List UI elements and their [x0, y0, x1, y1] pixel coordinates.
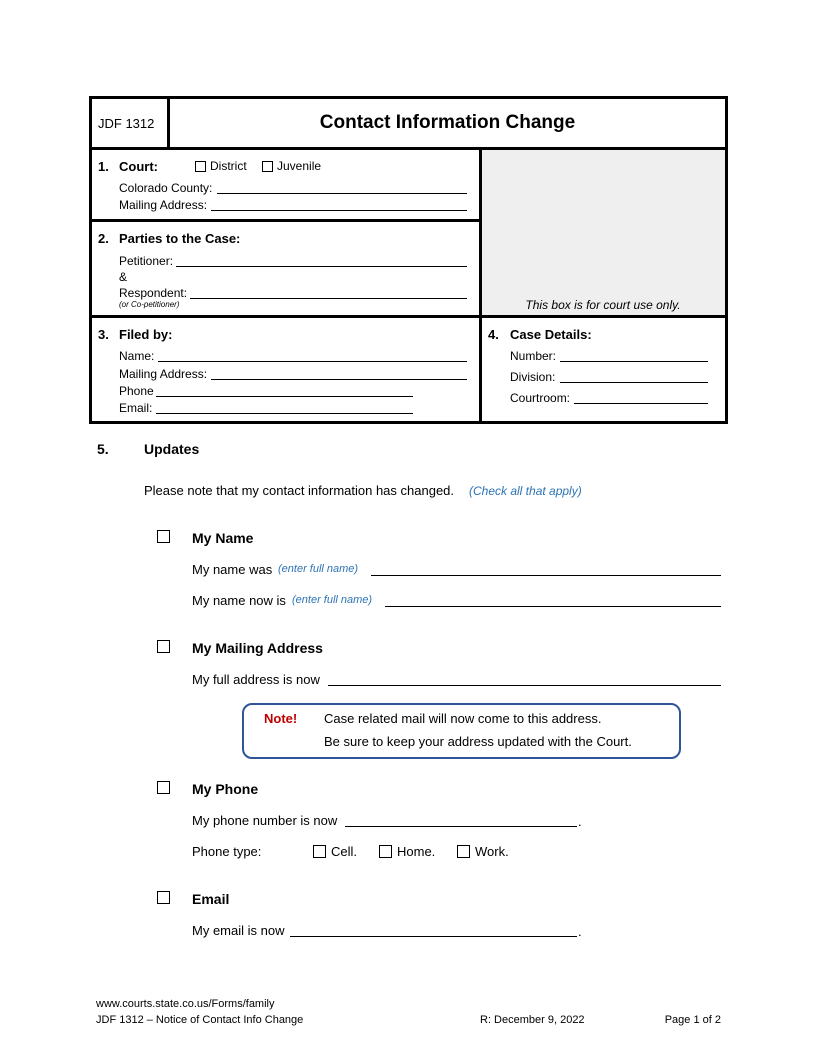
note-line-2: Be sure to keep your address updated with the Court. [324, 734, 632, 749]
respondent-field[interactable] [190, 298, 467, 299]
my-phone-checkbox[interactable] [157, 781, 170, 794]
juvenile-label: Juvenile [277, 159, 322, 173]
my-name-checkbox[interactable] [157, 530, 170, 543]
my-address-checkbox[interactable] [157, 640, 170, 653]
name-now-field[interactable] [385, 606, 721, 607]
name-was-hint: (enter full name) [278, 563, 359, 575]
section-number: 2. [98, 231, 109, 246]
email-label: Email: [119, 401, 153, 415]
petitioner-field[interactable] [176, 266, 467, 267]
phone-field[interactable] [156, 396, 413, 397]
form-id: JDF 1312 [98, 116, 155, 131]
filer-address-field[interactable] [211, 379, 467, 380]
phone-type-work-checkbox[interactable] [457, 845, 470, 858]
court-address-field[interactable] [211, 210, 467, 211]
updates-intro-hint: (Check all that apply) [469, 484, 582, 498]
my-email-checkbox[interactable] [157, 891, 170, 904]
name-now-label: My name now is [192, 593, 286, 608]
my-email-heading: Email [192, 891, 230, 907]
court-address-label: Mailing Address: [119, 198, 208, 212]
note-line-1: Case related mail will now come to this address. [324, 711, 602, 726]
section-divider [89, 315, 728, 318]
footer-revision: R: December 9, 2022 [480, 1014, 585, 1026]
courtroom-field[interactable] [574, 403, 708, 404]
ampersand: & [119, 270, 128, 284]
my-name-heading: My Name [192, 530, 254, 546]
phone-type-work-label: Work. [475, 844, 509, 859]
phone-label: Phone [119, 384, 154, 398]
court-heading: Court: [119, 159, 158, 174]
phone-now-field[interactable] [345, 826, 577, 827]
court-use-box [480, 148, 725, 316]
address-now-label: My full address is now [192, 672, 320, 687]
section-number: 5. [97, 441, 109, 457]
section-number: 1. [98, 159, 109, 174]
case-details-heading: Case Details: [510, 327, 592, 342]
district-label: District [210, 159, 247, 173]
phone-type-cell-label: Cell. [331, 844, 358, 859]
phone-type-cell-checkbox[interactable] [313, 845, 326, 858]
section-divider [89, 219, 481, 222]
name-was-field[interactable] [371, 575, 721, 576]
phone-type-home-checkbox[interactable] [379, 845, 392, 858]
email-field[interactable] [156, 413, 413, 414]
district-checkbox[interactable] [195, 161, 206, 172]
section-number: 4. [488, 327, 499, 342]
note-label: Note! [264, 711, 298, 726]
header-divider [89, 147, 728, 150]
address-now-field[interactable] [328, 685, 721, 686]
page-title: Contact Information Change [319, 112, 576, 133]
county-field[interactable] [217, 193, 467, 194]
section-number: 3. [98, 327, 109, 342]
my-phone-heading: My Phone [192, 781, 259, 797]
petitioner-label: Petitioner: [119, 254, 174, 268]
filer-address-label: Mailing Address: [119, 367, 208, 381]
column-divider [479, 147, 482, 424]
name-was-label: My name was [192, 562, 273, 577]
name-field[interactable] [158, 361, 467, 362]
courtroom-label: Courtroom: [510, 391, 571, 405]
updates-intro: Please note that my contact information has changed. [144, 483, 455, 498]
updates-heading: Updates [144, 441, 200, 457]
period: . [578, 924, 582, 939]
period: . [578, 814, 582, 829]
name-now-hint: (enter full name) [292, 594, 373, 606]
footer-form-desc: JDF 1312 – Notice of Contact Info Change [96, 1014, 304, 1026]
footer-page: Page 1 of 2 [664, 1014, 721, 1026]
footer-url: www.courts.state.co.us/Forms/family [96, 998, 275, 1010]
phone-type-home-label: Home. [397, 844, 436, 859]
parties-heading: Parties to the Case: [119, 231, 241, 246]
email-now-field[interactable] [290, 936, 577, 937]
case-number-label: Number: [510, 349, 557, 363]
name-label: Name: [119, 349, 155, 363]
respondent-label: Respondent: [119, 286, 188, 300]
division-field[interactable] [560, 382, 708, 383]
court-use-text: This box is for court use only. [525, 298, 681, 312]
phone-now-label: My phone number is now [192, 813, 338, 828]
juvenile-checkbox[interactable] [262, 161, 273, 172]
county-label: Colorado County: [119, 181, 213, 195]
filed-by-heading: Filed by: [119, 327, 173, 342]
respondent-note: (or Co-petitioner) [119, 300, 180, 309]
phone-type-label: Phone type: [192, 844, 262, 859]
email-now-label: My email is now [192, 923, 285, 938]
my-address-heading: My Mailing Address [192, 640, 323, 656]
division-label: Division: [510, 370, 556, 384]
case-number-field[interactable] [560, 361, 708, 362]
